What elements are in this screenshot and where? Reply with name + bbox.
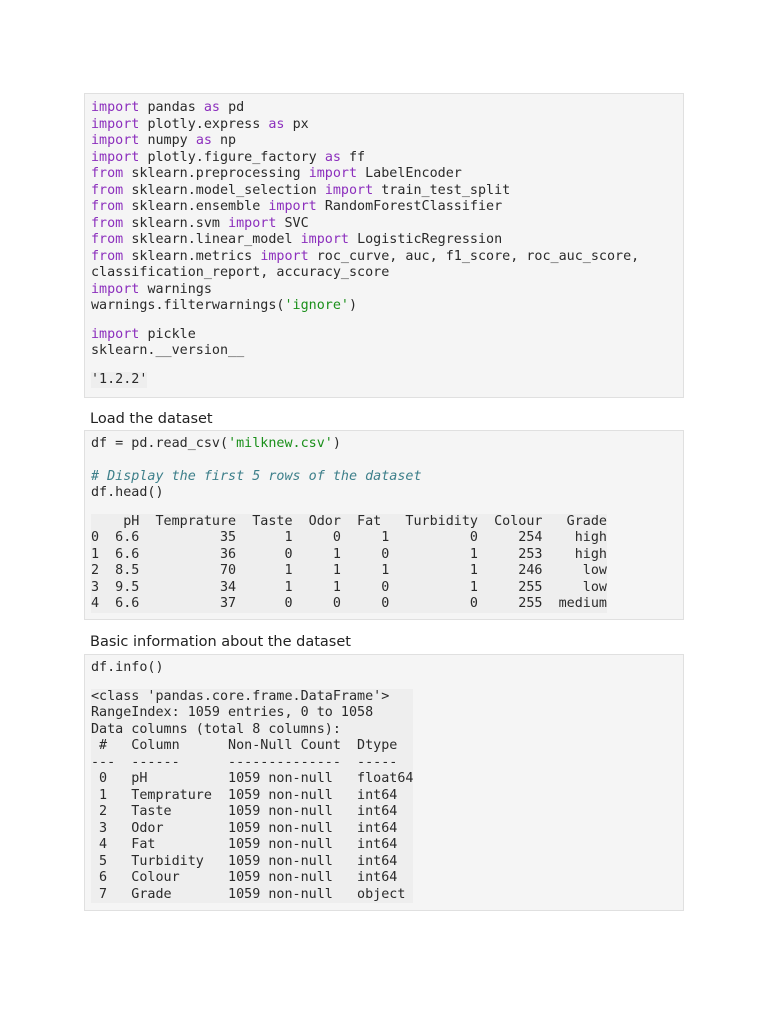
imports-code <box>85 100 683 315</box>
kw: from <box>91 182 124 198</box>
output-value: '1.2.2' <box>91 371 148 387</box>
info-output-text: <class 'pandas.core.frame.DataFrame'> RangeIndex: 1059 entries, 0 to 1058 Data columns (total 8 columns): # Column Non-Null Count Dtype --- ------ -------------- ----- 0 pH 1059 non-null float64 1 Temprature 1059 non-null int64 2 Taste 1059 non-null int64 3 Odor 1059 non-null int64 4 Fat 1059 non-null int64 5 Turbidity 1059 non-null int64 6 Colour 1059 non-null int64 7 Grade 1059 non-null object <box>91 688 414 902</box>
kw: as <box>324 149 341 165</box>
name: train_test_split <box>381 182 511 198</box>
call: df = pd.read_csv( <box>91 436 229 451</box>
string: 'milknew.csv' <box>228 436 333 451</box>
kw: import <box>324 182 374 198</box>
name: LogisticRegression <box>357 232 503 247</box>
info-code <box>85 660 683 677</box>
alias: ff <box>349 149 366 165</box>
kw: as <box>268 116 285 132</box>
kw: import <box>260 248 309 264</box>
mod: pandas <box>147 100 196 115</box>
version-output <box>85 372 683 389</box>
alias: pd <box>228 100 245 115</box>
name: LabelEncoder <box>365 166 462 181</box>
kw: import <box>91 100 140 115</box>
kw: import <box>91 149 140 165</box>
kw: import <box>91 133 140 148</box>
head-call: df.head() <box>91 485 164 500</box>
kw: import <box>308 166 358 181</box>
mod: sklearn.metrics <box>131 248 253 264</box>
load-code <box>85 436 683 453</box>
name: RandomForestClassifier <box>324 199 503 214</box>
mod: sklearn.preprocessing <box>131 166 301 181</box>
kw: from <box>91 166 124 181</box>
kw: from <box>91 232 124 247</box>
dataframe-output: pH Temprature Taste Odor Fat Turbidity Colour Grade 0 6.6 35 1 0 1 0 254 high 1 6.6 36 0 1 0 1 253 high 2 8.5 70 1 1 1 1 246 low 3 9.5 34 1 1 0 1 255 low 4 6.6 37 0 0 0 0 255 medium <box>91 513 607 611</box>
version-expr: sklearn.__version__ <box>91 343 245 358</box>
pickle-code <box>85 327 683 360</box>
kw: import <box>228 215 277 231</box>
call-end: ) <box>348 298 358 313</box>
mod: pickle <box>147 326 196 342</box>
metrics-continuation: classification_report, accuracy_score <box>91 265 390 280</box>
kw: from <box>91 215 124 231</box>
kw: import <box>300 232 349 247</box>
kw: import <box>268 199 317 214</box>
markdown-heading-load: Load the dataset <box>90 411 213 427</box>
alias: np <box>220 133 237 148</box>
kw: from <box>91 248 124 264</box>
markdown-heading-info: Basic information about the dataset <box>90 634 351 650</box>
code-cell-info[interactable] <box>84 654 684 911</box>
alias: px <box>292 116 309 132</box>
kw: as <box>203 100 220 115</box>
comment: # Display the first 5 rows of the dataset <box>91 468 422 484</box>
info-output <box>85 689 683 904</box>
string: 'ignore' <box>284 298 349 313</box>
head-code <box>85 469 683 502</box>
kw: as <box>195 133 212 148</box>
kw: import <box>91 326 140 342</box>
mod: sklearn.model_selection <box>131 182 317 198</box>
mod: sklearn.linear_model <box>131 232 293 247</box>
head-output-table <box>85 514 683 613</box>
call-end: ) <box>332 436 341 451</box>
mod: sklearn.ensemble <box>131 199 261 214</box>
kw: import <box>91 281 140 297</box>
kw: import <box>91 116 140 132</box>
name: SVC <box>284 215 309 231</box>
mod: plotly.express <box>147 116 261 132</box>
mod: sklearn.svm <box>131 215 220 231</box>
call: warnings.filterwarnings( <box>91 298 285 313</box>
kw: from <box>91 199 124 214</box>
mod: warnings <box>147 281 212 297</box>
code-cell-load[interactable] <box>84 430 684 620</box>
mod: plotly.figure_factory <box>147 149 317 165</box>
code-cell-imports[interactable] <box>84 93 684 398</box>
mod: numpy <box>147 133 188 148</box>
info-call: df.info() <box>91 660 164 675</box>
name: roc_curve, auc, f1_score, roc_auc_score, <box>316 248 640 264</box>
